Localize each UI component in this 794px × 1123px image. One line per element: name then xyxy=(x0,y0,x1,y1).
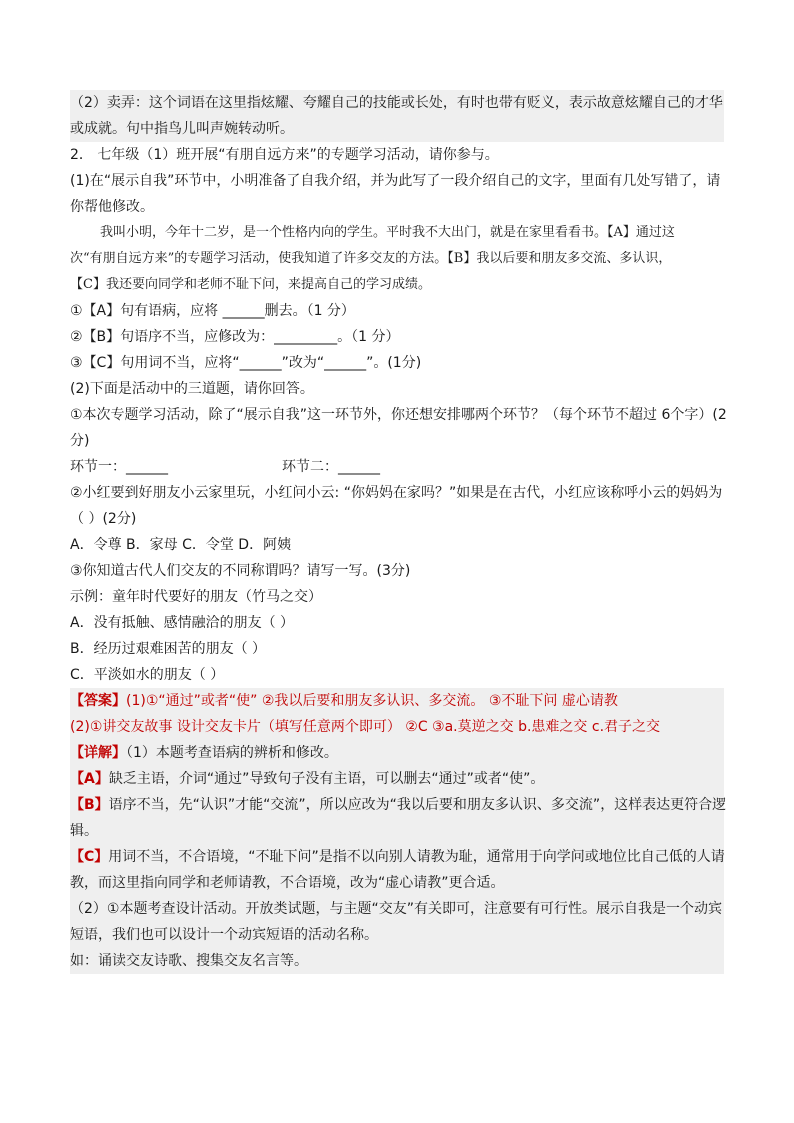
sub-question-2-3: ③你知道古代人们交友的不同称谓吗？请写一写。(3分) xyxy=(70,563,411,579)
detail-part2: （2）①本题考查设计活动。开放类试题，与主题“交友”有关即可，注意要有可行性。展示自我是一个动宾 xyxy=(70,901,722,917)
detail-a-text: 缺乏主语，介词“通过”导致句子没有主语，可以删去“通过”或者“使”。 xyxy=(108,771,545,787)
answer-line xyxy=(70,688,724,714)
link-one-blank: 环节一：______ xyxy=(70,459,168,475)
detail-c-tag: 【C】 xyxy=(70,849,109,865)
document-page xyxy=(70,90,727,974)
choice-options: A．令尊 B．家母 C．令堂 D．阿姨 xyxy=(70,537,292,553)
detail-b-continued: 辑。 xyxy=(70,823,98,839)
link-two-blank: 环节二：______ xyxy=(282,459,380,475)
friend-term-c: C．平淡如水的朋友（ ） xyxy=(70,667,225,683)
answer-block xyxy=(70,688,727,974)
detail-intro: （1）本题考查语病的辨析和修改。 xyxy=(126,745,338,761)
detail-part2: 短语，我们也可以设计一个动宾短语的活动名称。 xyxy=(70,927,378,943)
detail-c-text: 用词不当，不合语境，“不耻下问”是指不以向别人请教为耻，通常用于向学问或地位比自己低的人请 xyxy=(108,849,725,865)
detail-c-continued: 教，而这里指向同学和老师请教，不合语境，改为“虚心请教”更合适。 xyxy=(70,875,505,891)
previous-explanation-block xyxy=(70,90,724,142)
detail-part2: 如：诵读交友诗歌、搜集交友名言等。 xyxy=(70,953,308,969)
passage-line: 次“有朋自远方来”的专题学习活动，使我知道了许多交友的方法。【B】我以后要和朋友多交流、多认识， xyxy=(70,251,672,266)
question-stem: 2． 七年级（1）班开展“有朋自远方来”的专题学习活动，请你参与。 xyxy=(70,147,499,163)
detail-tag: 【详解】 xyxy=(70,745,126,761)
sub-question-c: ③【C】句用词不当，应将“______”改为“______”。(1分) xyxy=(70,355,422,371)
detail-intro-line xyxy=(70,740,724,766)
detail-a xyxy=(70,766,724,792)
friend-term-b: B．经历过艰难困苦的朋友（ ） xyxy=(70,641,267,657)
passage-line: 【C】我还要向同学和老师不耻下问，来提高自己的学习成绩。 xyxy=(70,277,431,292)
example-line: 示例：童年时代要好的朋友（竹马之交） xyxy=(70,589,322,605)
sub-question-a: ①【A】句有语病，应将 ______删去。（1 分） xyxy=(70,303,355,319)
detail-a-tag: 【A】 xyxy=(70,771,109,787)
detail-b-text: 语序不当，先“认识”才能“交流”，所以应改为“我以后要和朋友多认识、多交流”，这样表达更符合逻 xyxy=(108,797,727,813)
answer-line: (2)①讲交友故事 设计交友卡片（填写任意两个即可） ②C ③a.莫逆之交 b.患难之交 c.君子之交 xyxy=(70,719,661,735)
answer-tag: 【答案】 xyxy=(70,693,126,709)
friend-term-a: A．没有抵触、感情融洽的朋友（ ） xyxy=(70,615,295,631)
detail-c xyxy=(70,844,724,870)
part1-instruction: (1)在“展示自我”环节中，小明准备了自我介绍，并为此写了一段介绍自己的文字，里面有几处写错了，请 xyxy=(70,173,721,189)
sub-question-b: ②【B】句语序不当，应修改为：_________。（1 分） xyxy=(70,329,400,345)
sub-question-2-1: 分) xyxy=(70,433,90,449)
question-2 xyxy=(70,142,727,688)
sub-question-2-2: （ ）(2分) xyxy=(70,511,137,527)
answer-text: (1)①“通过”或者“使” ②我以后要和朋友多认识、多交流。 ③不耻下问 虚心请教 xyxy=(126,693,618,709)
sub-question-2-1: ①本次专题学习活动，除了“展示自我”这一环节外，你还想安排哪两个环节？（每个环节不超过 6个字）(2 xyxy=(70,407,727,423)
sub-question-2-2: ②小红要到好朋友小云家里玩，小红问小云: “你妈妈在家吗？”如果是在古代，小红应该称呼小云的妈妈为 xyxy=(70,485,723,501)
explanation-line: 或成就。句中指鸟儿叫声婉转动听。 xyxy=(70,121,294,137)
explanation-line: （2）卖弄：这个词语在这里指炫耀、夸耀自己的技能或长处，有时也带有贬义，表示故意炫耀自己的才华 xyxy=(70,95,723,111)
detail-b xyxy=(70,792,727,818)
part2-instruction: (2)下面是活动中的三道题，请你回答。 xyxy=(70,381,314,397)
passage-line: 我叫小明，今年十二岁，是一个性格内向的学生。平时我不大出门，就是在家里看看书。【A】通过这 xyxy=(100,225,675,240)
detail-b-tag: 【B】 xyxy=(70,797,109,813)
part1-instruction: 你帮他修改。 xyxy=(70,199,154,215)
link-blanks xyxy=(70,454,724,480)
